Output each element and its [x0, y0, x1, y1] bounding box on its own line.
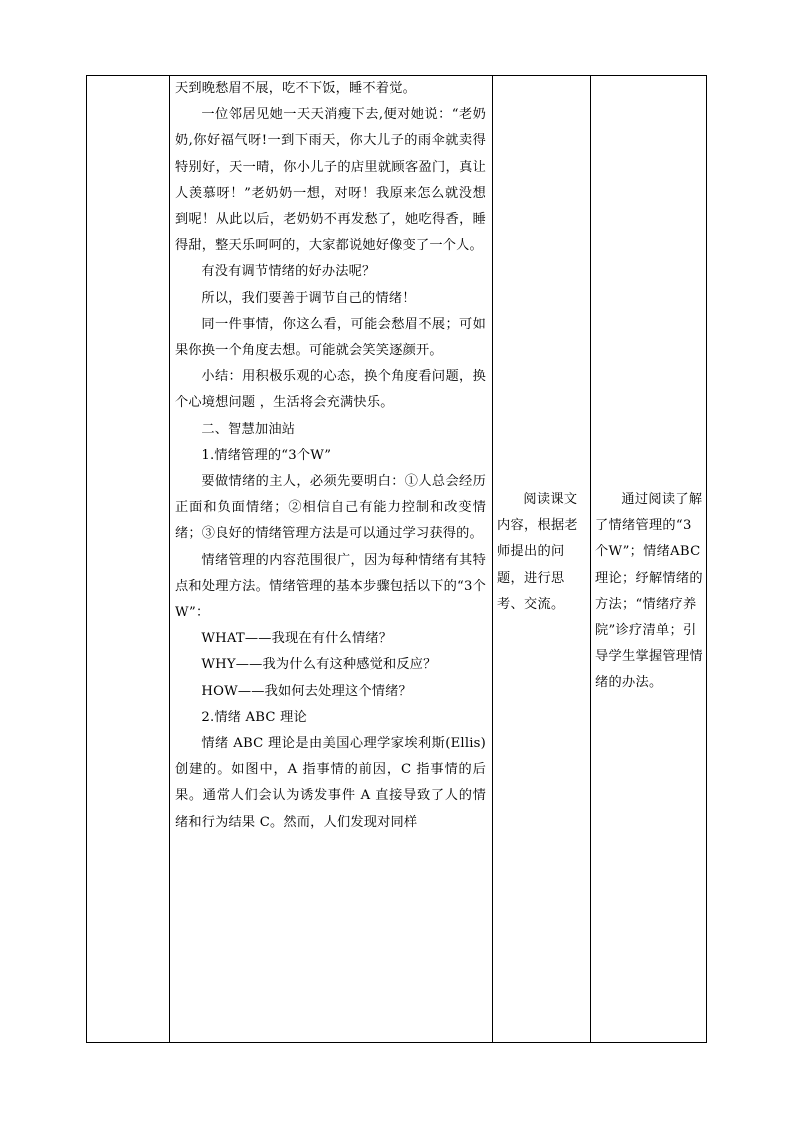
subsection-heading: 1.情绪管理的“3个W” [201, 447, 332, 463]
paragraph: 一位邻居见她一天天消瘦下去,便对她说：“老奶奶,你好福气呀!一到下雨天，你大儿子的雨伞就卖得特别好，天一晴，你小儿子的店里就顾客盈门，真让人羡慕呀！”老奶奶一想，对呀！我原来怎么就没想到呢！从此以后，老奶奶不再发愁了，她吃得香，睡得甜，整天乐呵呵的，大家都说她好像变了一个人。 [175, 107, 486, 254]
section-heading: 二、智慧加油站 [201, 421, 296, 437]
paragraph: 同一件事情，你这么看，可能会愁眉不展；可如果你换一个角度去想。可能就会笑笑逐颜开。 [175, 316, 486, 359]
paragraph: WHAT——我现在有什么情绪？ [201, 631, 393, 647]
paragraph: 小结：用积极乐观的心态，换个角度看问题，换个心境想问题 ，生活将会充满快乐。 [175, 369, 486, 411]
paragraph: HOW——我如何去处理这个情绪？ [201, 683, 412, 699]
paragraph: 天到晚愁眉不展，吃不下饭，睡不着觉。 [175, 81, 416, 96]
paragraph: 情绪管理的内容范围很广，因为每种情绪有其特点和处理方法。情绪管理的基本步骤包括以下的“3个W”： [175, 552, 486, 621]
paragraph: 有没有调节情绪的好办法呢？ [201, 264, 376, 280]
paragraph: 要做情绪的主人，必须先要明白：①人总会经历正面和负面情绪；②相信自己有能力控制和改变情绪；③良好的情绪管理方法是可以通过学习获得的。 [175, 474, 486, 542]
design-intent-column [591, 487, 707, 697]
paragraph: WHY——我为什么有这种感觉和反应？ [201, 657, 437, 673]
student-activity-text: 阅读课文内容，根据老师提出的问题，进行思考、交流。 [497, 492, 578, 612]
student-activity-column [493, 487, 590, 618]
subsection-heading: 2.情绪 ABC 理论 [201, 709, 307, 725]
design-intent-text: 通过阅读了解了情绪管理的“3个W”；情绪ABC理论；纾解情绪的方法；“情绪疗养院”诊疗清单；引导学生掌握管理情绪的办法。 [595, 492, 703, 691]
teaching-content-column [170, 76, 492, 836]
lesson-table [86, 75, 707, 1043]
paragraph: 情绪 ABC 理论是由美国心理学家埃利斯(Ellis)创建的。如图中，A 指事情的前因，C 指事情的后果。通常人们会认为诱发事件 A 直接导致了人的情绪和行为结果 C。然而，人们发现对同样 [175, 736, 486, 830]
paragraph: 所以，我们要善于调节自己的情绪！ [201, 290, 416, 306]
